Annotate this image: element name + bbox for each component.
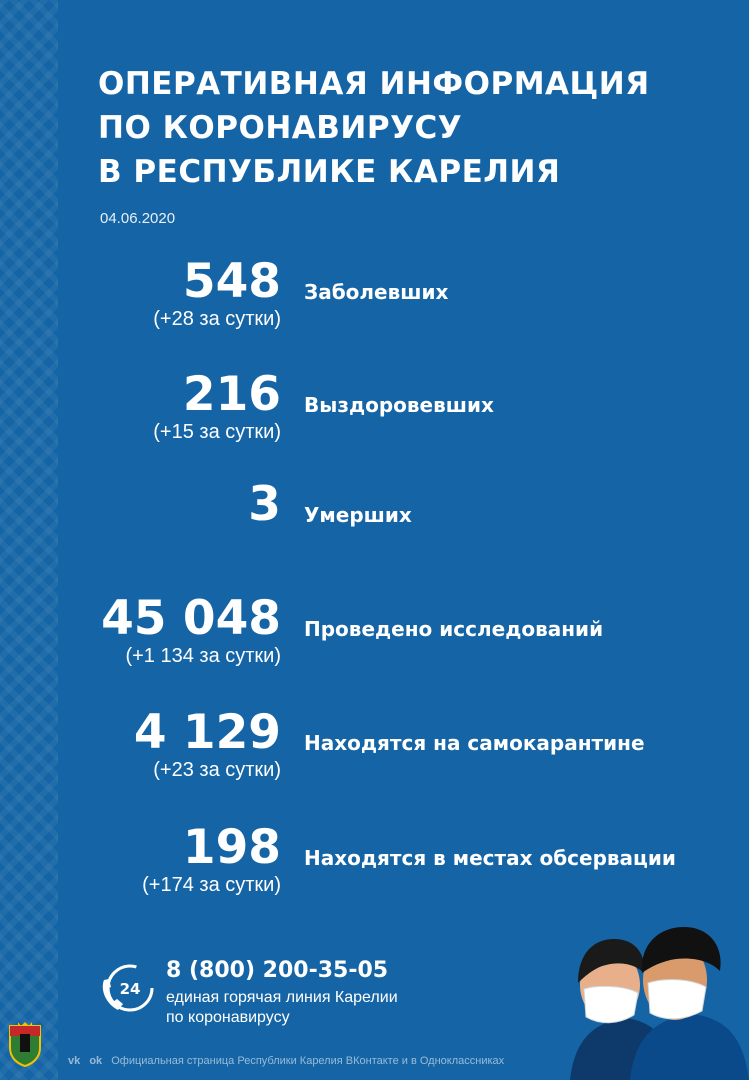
stat-value: 198 [182,820,281,875]
title-line-2: ПО КОРОНАВИРУСУ [98,110,463,146]
report-date: 04.06.2020 [100,210,176,227]
stat-value: 548 [182,254,281,309]
stat-value: 3 [248,477,281,532]
hotline-line-2: по коронавирусу [166,1009,290,1026]
karelia-emblem-icon [8,1020,42,1068]
stat-delta: (+28 за сутки) [153,308,281,330]
vk-icon[interactable]: vk [68,1055,81,1067]
hotline-description [166,988,486,1028]
footer-text: Официальная страница Республики Карелия ВКонтакте и в Одноклассниках [111,1055,505,1067]
stat-label: Умерших [304,503,412,527]
stat-delta: (+174 за сутки) [142,874,281,896]
stat-label: Выздоровевших [304,393,494,417]
stat-label: Находятся в местах обсервации [304,846,676,870]
stat-value: 216 [182,367,281,422]
hotline-icon-text: 24 [119,980,141,998]
phone-24-icon [98,960,158,1020]
stat-delta: (+15 за сутки) [153,421,281,443]
stat-value: 4 129 [133,705,281,760]
stat-delta: (+23 за сутки) [153,759,281,781]
ok-icon[interactable]: ok [89,1055,103,1067]
stat-delta: (+1 134 за сутки) [125,645,281,667]
people-in-masks-illustration [560,925,749,1080]
stat-value: 45 048 [101,591,281,646]
page-title [98,62,718,194]
stat-label: Находятся на самокарантине [304,731,645,755]
title-line-3: В РЕСПУБЛИКЕ КАРЕЛИЯ [98,154,561,190]
stat-label: Проведено исследований [304,617,604,641]
hotline-line-1: единая горячая линия Карелии [166,989,398,1006]
side-ornament [0,0,58,1080]
stat-label: Заболевших [304,280,449,304]
hotline-phone[interactable]: 8 (800) 200-35-05 [166,958,389,983]
footer [68,1055,504,1067]
title-line-1: ОПЕРАТИВНАЯ ИНФОРМАЦИЯ [98,66,650,102]
